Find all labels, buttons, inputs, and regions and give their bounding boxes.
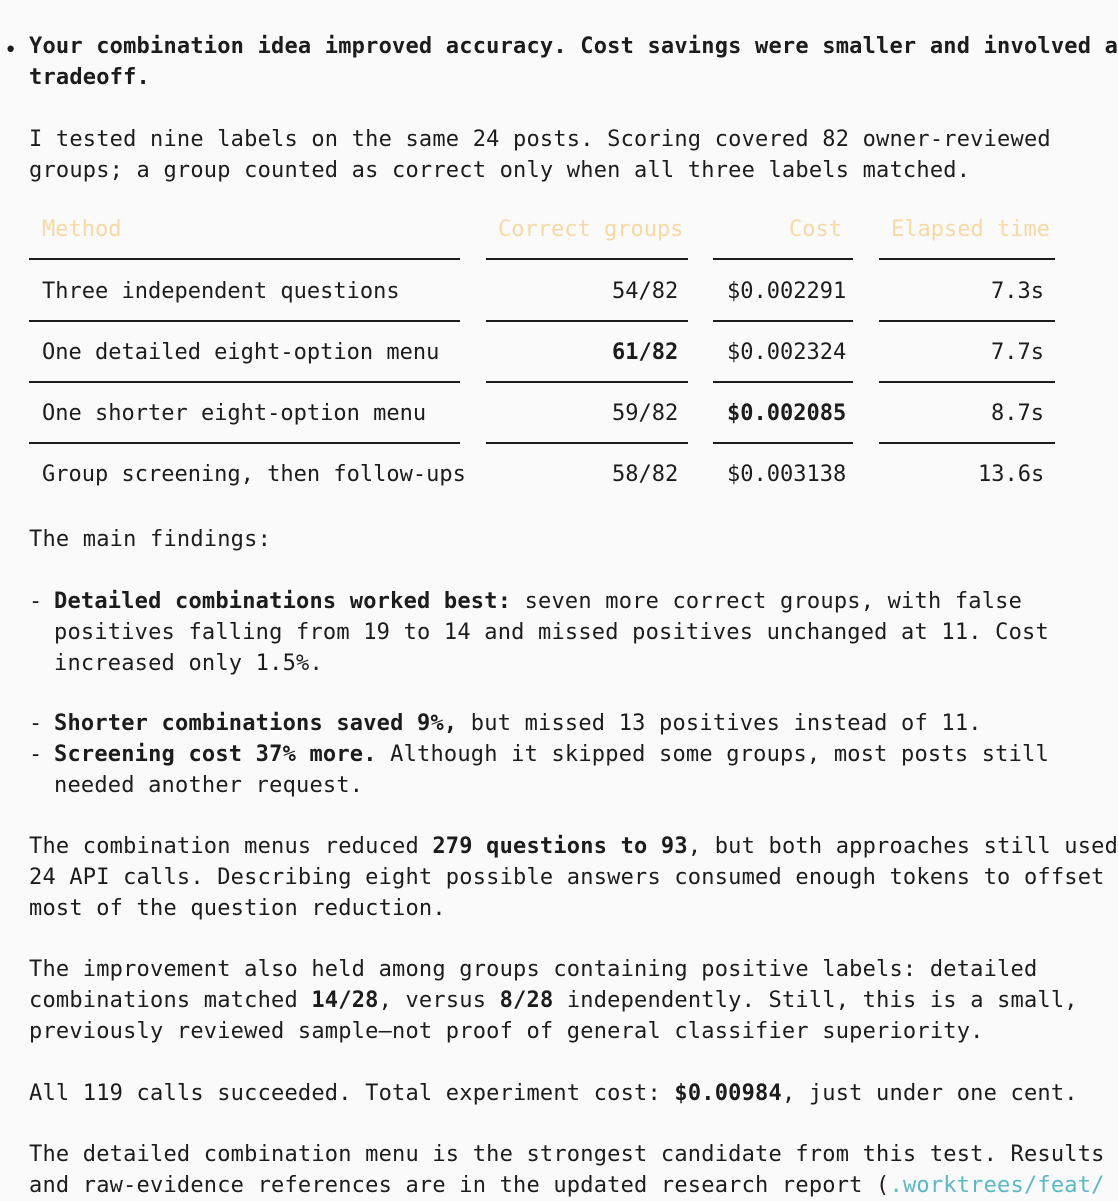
reduction-line3: most of the question reduction. xyxy=(29,896,446,921)
list-dash: - xyxy=(29,742,43,767)
table-rule xyxy=(879,320,1055,322)
cell-correct: 61/82 xyxy=(612,340,679,365)
table-rule xyxy=(29,258,460,260)
cell-elapsed: 8.7s xyxy=(991,401,1044,426)
positive-line2 xyxy=(29,985,1078,1016)
reduction-line2: 24 API calls. Describing eight possible answers consumed enough tokens to offset xyxy=(29,865,1105,890)
cell-cost: $0.002324 xyxy=(727,340,847,365)
cell-correct: 54/82 xyxy=(612,279,679,304)
col-header-method: Method xyxy=(42,217,122,242)
table-rule xyxy=(879,442,1055,444)
table-rule xyxy=(29,320,460,322)
intro-line2: groups; a group counted as correct only when all three labels matched. xyxy=(29,158,971,183)
calls-text: All 119 calls succeeded. Total experiment cost: xyxy=(29,1081,675,1106)
calls-line xyxy=(29,1078,1078,1109)
final-line2 xyxy=(29,1170,1105,1201)
positive-line3: previously reviewed sample—not proof of general classifier superiority. xyxy=(29,1019,984,1044)
positive-text: , versus xyxy=(378,988,500,1013)
final-text: and raw-evidence references are in the updated research report ( xyxy=(29,1173,890,1198)
summary-headline-line1: Your combination idea improved accuracy. Cost savings were smaller and involved a xyxy=(29,34,1118,59)
table-rule xyxy=(713,320,853,322)
finding-item-3 xyxy=(54,739,1049,770)
finding-text: Although it skipped some groups, most posts still xyxy=(376,742,1049,767)
finding-text: seven more correct groups, with false xyxy=(511,589,1023,614)
col-header-correct: Correct groups xyxy=(498,217,684,242)
col-header-elapsed: Elapsed time xyxy=(891,217,1050,242)
positive-text: combinations matched xyxy=(29,988,312,1013)
finding-item-3-line2: needed another request. xyxy=(54,773,364,798)
finding-item-1-line2: positives falling from 19 to 14 and missed positives unchanged at 11. Cost xyxy=(54,620,1049,645)
reduction-text: , but both approaches still used xyxy=(687,834,1118,859)
table-rule xyxy=(879,381,1055,383)
positive-text: independently. Still, this is a small, xyxy=(553,988,1078,1013)
findings-intro: The main findings: xyxy=(29,527,272,552)
cell-elapsed: 13.6s xyxy=(978,462,1045,487)
positive-bold: 14/28 xyxy=(311,988,379,1013)
finding-bold: Screening cost 37% more. xyxy=(54,742,377,767)
positive-line1: The improvement also held among groups containing positive labels: detailed xyxy=(29,957,1038,982)
finding-bold: Detailed combinations worked best: xyxy=(54,589,512,614)
positive-bold: 8/28 xyxy=(499,988,554,1013)
cell-method: Group screening, then follow-ups xyxy=(42,462,466,487)
finding-item-1-line3: increased only 1.5%. xyxy=(54,651,323,676)
final-line1: The detailed combination menu is the strongest candidate from this test. Results xyxy=(29,1142,1105,1167)
cell-elapsed: 7.3s xyxy=(991,279,1044,304)
table-rule xyxy=(29,381,460,383)
cell-method: Three independent questions xyxy=(42,279,400,304)
table-rule xyxy=(713,258,853,260)
intro-line1: I tested nine labels on the same 24 posts. Scoring covered 82 owner-reviewed xyxy=(29,127,1051,152)
cell-method: One detailed eight-option menu xyxy=(42,340,440,365)
table-rule xyxy=(486,320,688,322)
cell-correct: 58/82 xyxy=(612,462,679,487)
calls-bold: $0.00984 xyxy=(674,1081,782,1106)
list-dash: - xyxy=(29,589,43,614)
reduction-text: The combination menus reduced xyxy=(29,834,433,859)
table-rule xyxy=(29,442,460,444)
cell-method: One shorter eight-option menu xyxy=(42,401,427,426)
col-header-cost: Cost xyxy=(789,217,842,242)
table-rule xyxy=(879,258,1055,260)
finding-item-2 xyxy=(54,708,982,739)
finding-bold: Shorter combinations saved 9%, xyxy=(54,711,458,736)
calls-text: , just under one cent. xyxy=(781,1081,1078,1106)
finding-item-1 xyxy=(54,586,1022,617)
finding-text: but missed 13 positives instead of 11. xyxy=(457,711,982,736)
report-path-link[interactable]: .worktrees/feat/ xyxy=(889,1173,1105,1198)
table-rule xyxy=(713,381,853,383)
cell-cost: $0.002291 xyxy=(727,279,847,304)
table-rule xyxy=(486,258,688,260)
cell-correct: 59/82 xyxy=(612,401,679,426)
reduction-bold: 279 questions to 93 xyxy=(432,834,688,859)
table-rule xyxy=(486,381,688,383)
cell-cost: $0.002085 xyxy=(727,401,847,426)
list-dash: - xyxy=(29,711,43,736)
cell-cost: $0.003138 xyxy=(727,462,847,487)
table-rule xyxy=(713,442,853,444)
cell-elapsed: 7.7s xyxy=(991,340,1044,365)
bullet-dot: • xyxy=(4,38,18,63)
reduction-line1 xyxy=(29,831,1118,862)
table-rule xyxy=(486,442,688,444)
summary-headline-line2: tradeoff. xyxy=(29,65,151,90)
